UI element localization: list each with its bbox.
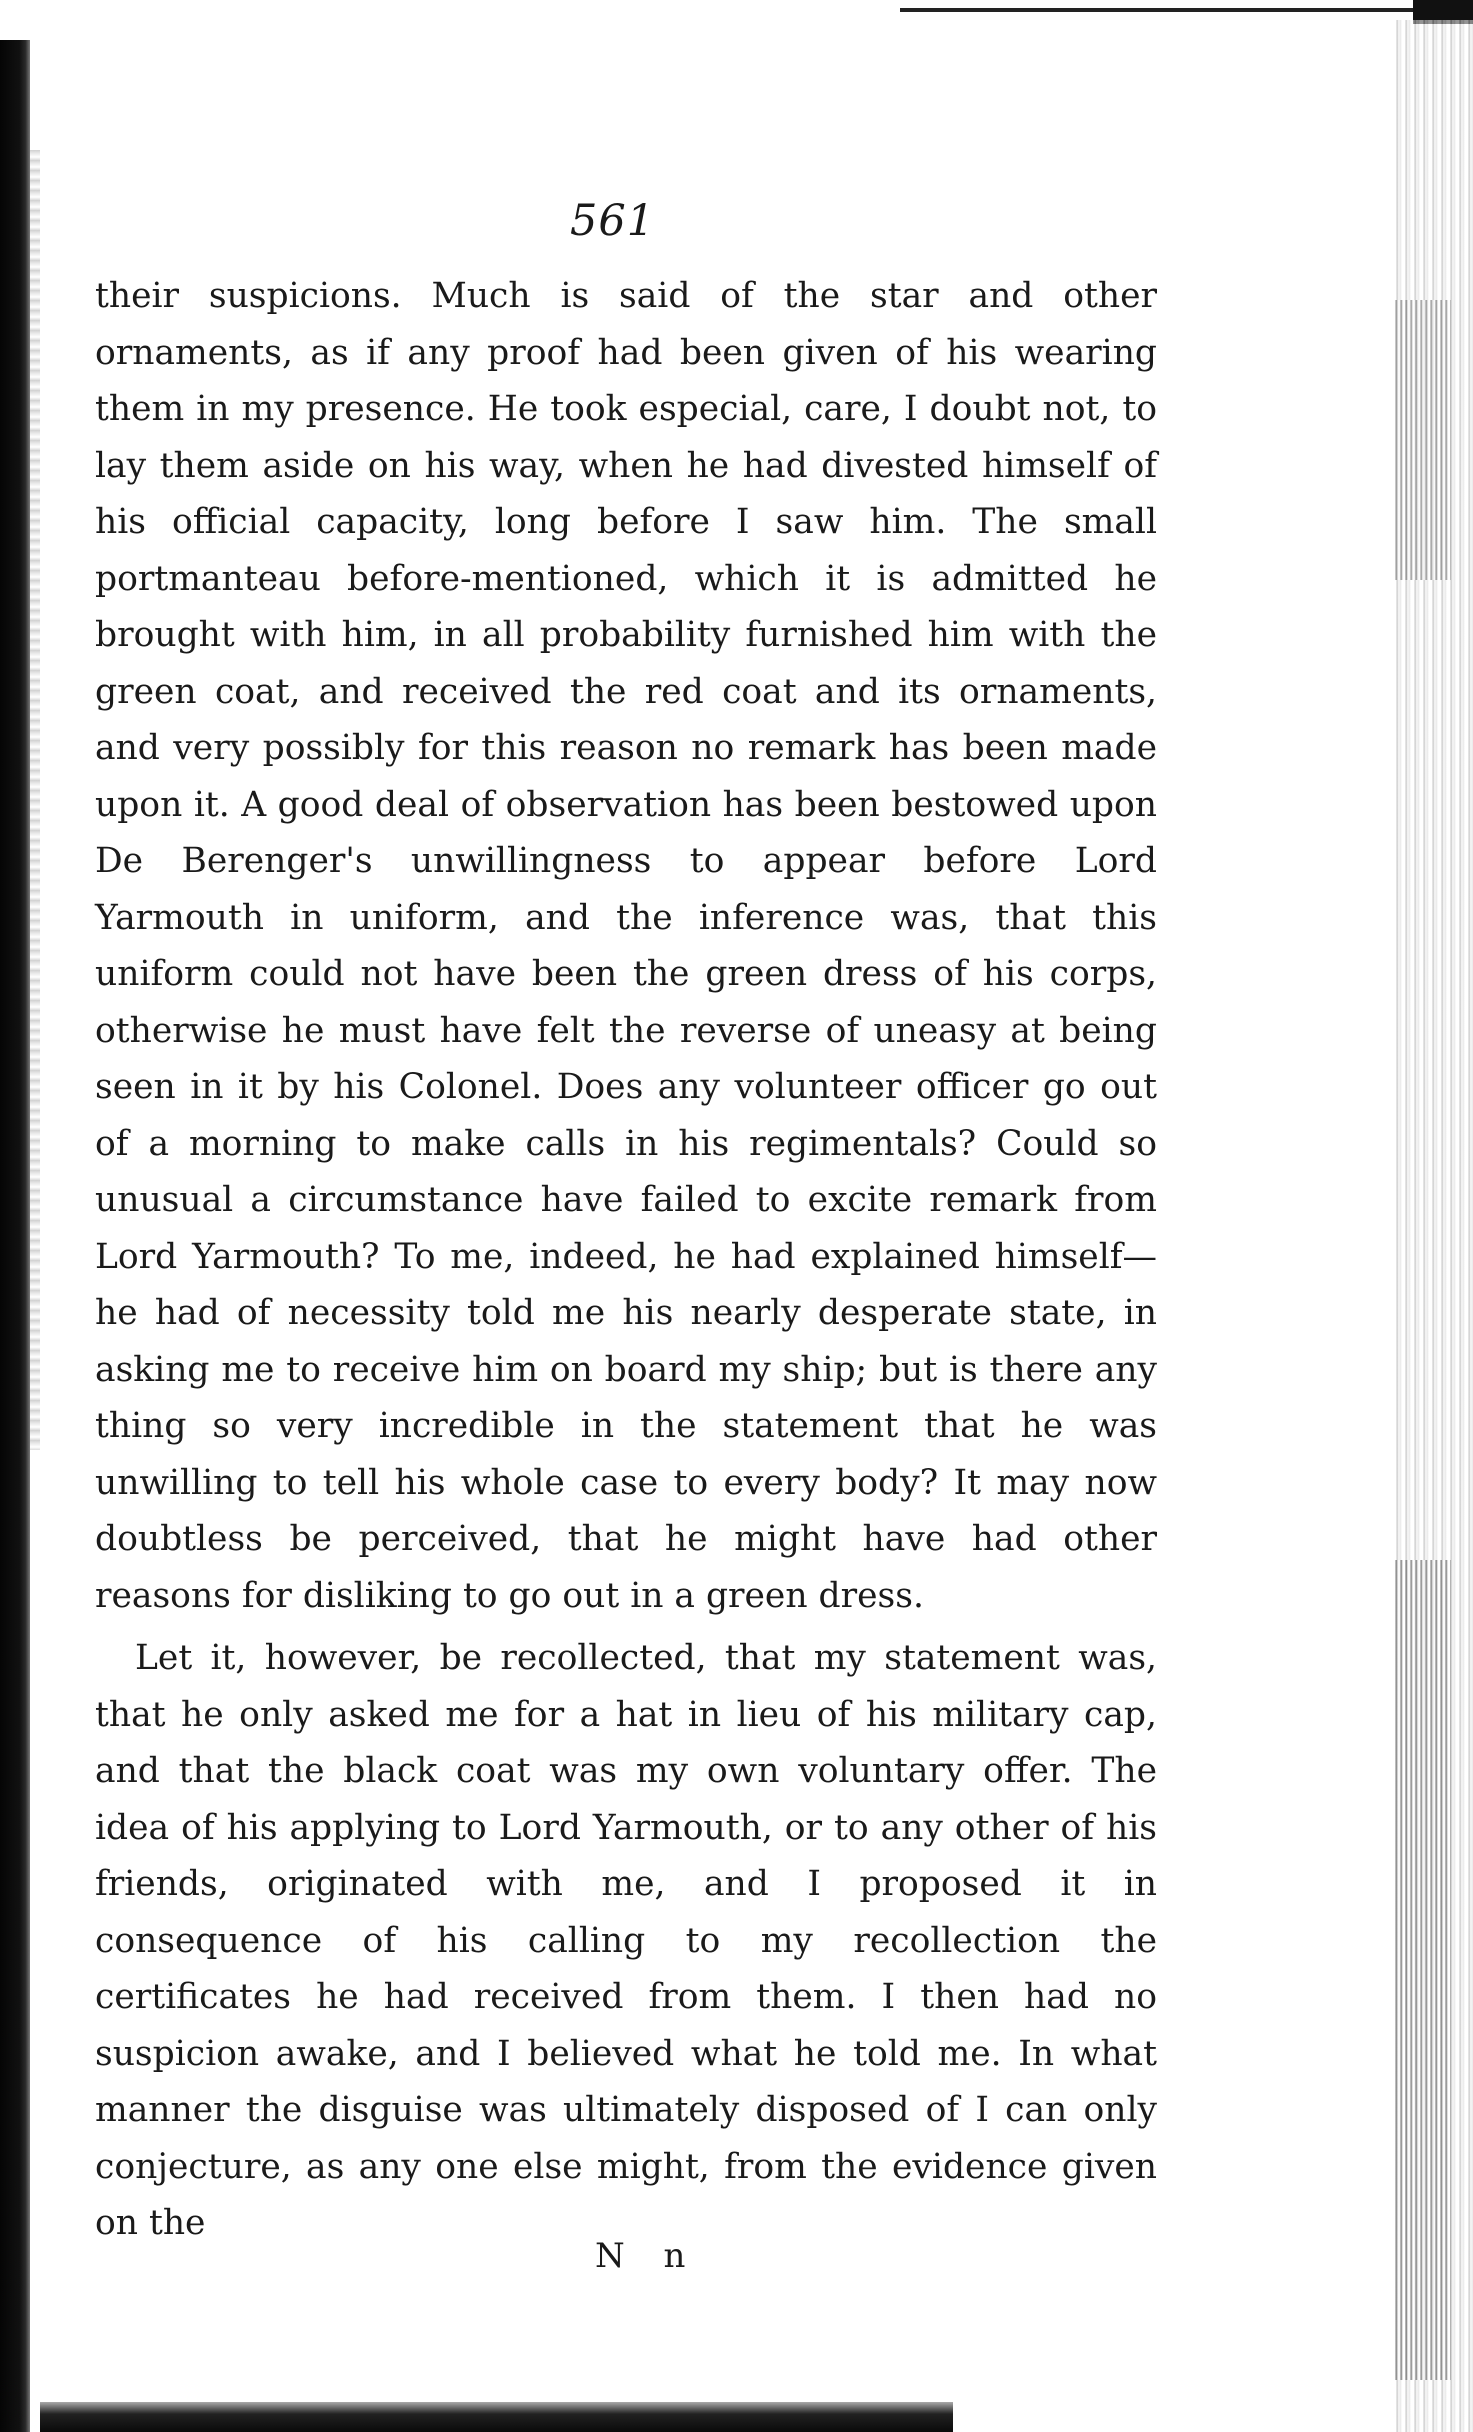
page-block-edge-dark-upper — [1393, 300, 1451, 580]
paragraph-2: Let it, however, be recollected, that my statement was, that he only asked me for a hat in lieu of his military cap, and that the black coat was my own voluntary offer. The idea of his applying to Lord Yarmouth, or to any other of his friends, originated with me, and I proposed it in consequence of his calling to my recollection the certificates he had received from them. I then had no suspicion awake, and I believed what he told me. In what manner the disguise was ultimately disposed of I can only conjecture, as any one else might, from the evidence given on the — [95, 1638, 1157, 2243]
body-text — [95, 268, 1157, 2252]
binding-edge — [0, 40, 30, 2432]
signature-mark: N n — [595, 2236, 700, 2276]
paragraph-1: their suspicions. Much is said of the star and other ornaments, as if any proof had been given of his wearing them in my presence. He took especial, care, I doubt not, to lay them aside on his way, when he had divested himself of his official capacity, long before I saw him. The small portmanteau before-mentioned, which it is admitted he brought with him, in all probability furnished him with the green coat, and received the red coat and its ornaments, and very possibly for this reason no remark has been made upon it. A good deal of observation has been bestowed upon De Berenger's unwillingness to appear before Lord Yarmouth in uniform, and the inference was, that this uniform could not have been the green dress of his corps, otherwise he must have felt the reverse of uneasy at being seen in it by his Colonel. Does any volunteer officer go out of a morning to make calls in his regimentals? Could so unusual a circumstance have failed to excite remark from Lord Yarmouth? To me, indeed, he had explained himself—he had of necessity told me his nearly desperate state, in asking me to receive him on board my ship; but is there any thing so very incredible in the statement that he was unwilling to tell his whole case to every body? It may now doubtless be perceived, that he might have had other reasons for disliking to go out in a green dress. — [95, 276, 1157, 1616]
page-number: 561 — [570, 196, 656, 246]
page-block-edge-dark-lower — [1393, 1560, 1451, 2380]
binding-shadow — [30, 150, 40, 1450]
top-scan-line — [900, 8, 1473, 12]
bottom-scan-edge — [40, 2402, 953, 2432]
